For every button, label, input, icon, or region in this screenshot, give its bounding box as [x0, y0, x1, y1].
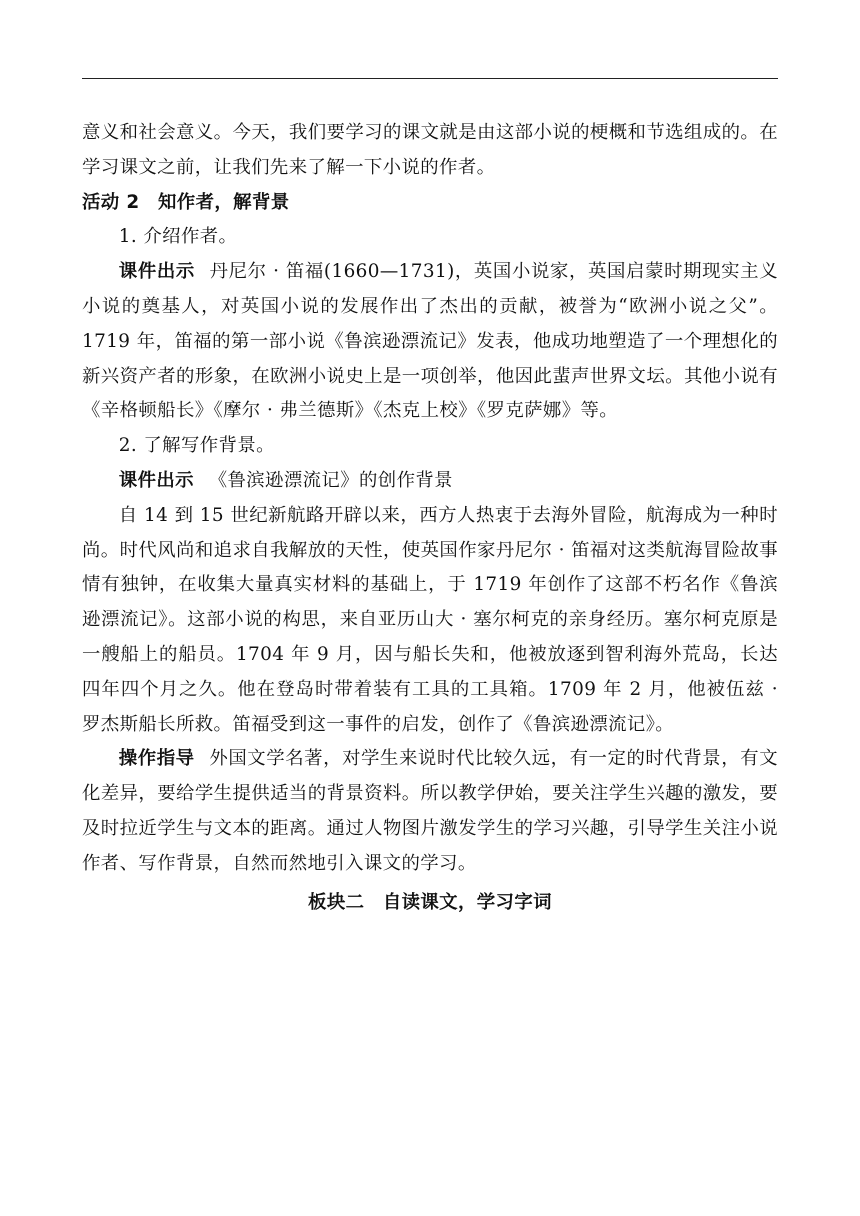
activity-heading [82, 186, 778, 221]
guide-label: 操作指导 [118, 748, 195, 770]
section-heading [82, 886, 778, 921]
section-number: 板块二 [308, 891, 365, 913]
step-1: 1. 介绍作者。 [118, 226, 238, 248]
step-2: 2. 了解写作背景。 [118, 435, 275, 457]
intro-paragraph: 意义和社会意义。今天，我们要学习的课文就是由这部小说的梗概和节选组成的。在学习课文之前，让我们先来了解一下小说的作者。 [82, 122, 778, 178]
courseware-label: 课件出示 [118, 261, 195, 283]
teaching-guide [82, 742, 778, 881]
activity-title: 知作者，解背景 [157, 191, 290, 213]
header-rule [82, 78, 778, 79]
document-body [82, 116, 778, 920]
activity-number: 活动 2 [82, 191, 140, 213]
author-intro-text: 丹尼尔 · 笛福(1660—1731)，英国小说家，英国启蒙时期现实主义小说的奠基人，对英国小说的发展作出了杰出的贡献，被誉为“欧洲小说之父”。1719 年，笛福的第一部小说《鲁滨逊漂流记》发表，他成功地塑造了一个理想化的新兴资产者的形象，在欧洲小说史上是一项创举，他因此蜚声世界文坛。其他小说有《辛格顿船长》《摩尔 · 弗兰德斯》《杰克上校》《罗克萨娜》等。 [82, 261, 778, 422]
guide-text: 外国文学名著，对学生来说时代比较久远，有一定的时代背景，有文化差异，要给学生提供适当的背景资料。所以教学伊始，要关注学生兴趣的激发，要及时拉近学生与文本的距离。通过人物图片激发学生的学习兴趣，引导学生关注小说作者、写作背景，自然而然地引入课文的学习。 [82, 748, 778, 874]
courseware-label: 课件出示 [118, 469, 194, 491]
courseware-author [82, 255, 778, 429]
courseware-background [82, 464, 778, 499]
section-title: 自读课文，学习字词 [382, 891, 552, 913]
background-paragraph: 自 14 到 15 世纪新航路开辟以来，西方人热衷于去海外冒险，航海成为一种时尚。时代风尚和追求自我解放的天性，使英国作家丹尼尔 · 笛福对这类航海冒险故事情有独钟，在收集大量真实材料的基础上，于 1719 年创作了这部不朽名作《鲁滨逊漂流记》。这部小说的构思，来自亚历山大 · 塞尔柯克的亲身经历。塞尔柯克原是一艘船上的船员。1704 年 9 月，因与船长失和，他被放逐到智利海外荒岛，长达四年四个月之久。他在登岛时带着装有工具的工具箱。1709 年 2 月，他被伍兹 · 罗杰斯船长所救。笛福受到这一事件的启发，创作了《鲁滨逊漂流记》。 [82, 504, 778, 735]
background-heading: 《鲁滨逊漂流记》的创作背景 [208, 469, 453, 491]
